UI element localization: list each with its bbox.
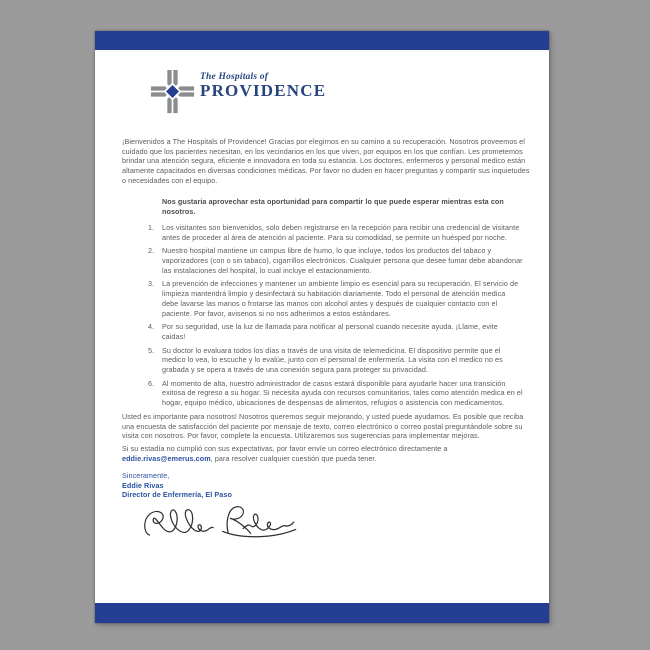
intro-paragraph: ¡Bienvenidos a The Hospitals of Providence! Gracias por elegirnos en su camino a su recuperación. Nosotros proveemos el cuidado que los pacientes necesitan, en los vecindarios en los que viven, por equipos en los que confían. Les prometemos brindar una atención segura, eficiente e innovadora en toda su estancia. Los doctores, enfermeros y personal medico están altamente capacitados en diversas condiciones médicas. Por favor no duden en hacer preguntas y compartir sus inquietudes o necesidades con el equipo. (122, 137, 530, 185)
list-item: Nuestro hospital mantiene un campus libre de humo, lo que incluye, todos los productos del tabaco y vaporizadores (con o sin tabaco), cigarrillos electrónicos. Cualquier persona que desee fumar debe abandonar las instalaciones del hospital, lo cual incluye el estacionamiento. (162, 246, 523, 275)
closing-paragraph-contact (122, 444, 533, 463)
list-item: Al momento de alta, nuestro administrador de casos estará disponible para ayudarle hacer una transición exitosa de regreso a su hogar. Si necesita ayuda con recursos comunitarios, tales como atención medica en el hogar, equipo médico, ubicaciones de despensas de alimentos, refugios o asistencia con medicamentos. (162, 378, 523, 408)
handwritten-signature (142, 503, 320, 541)
list-item: La prevención de infecciones y mantener un ambiente limpio es esencial para su recuperación. El servicio de limpieza mantendrá limpio y desinfectará su habitación diariamente. Todo el personal de atención medica debe lavarse las manos o frotarse las manos con alcohol antes y después de cualquier contacto con el paciente. Por favor, avisenos si no nos adherimos a estos estándares. (162, 279, 519, 318)
brand-name: PROVIDENCE (200, 81, 327, 100)
brand-tagline: The Hospitals of (200, 72, 269, 82)
letter-body (95, 31, 549, 541)
list-item: Los visitantes son bienvenidos, solo deben registrarse en la recepción para recibir una credencial de visitante antes de proceder al área de atención al paciente. Para su comodidad, se permite un huésped por noche. (162, 222, 520, 242)
emphasis-paragraph: Nos gustaria aprovechar esta oportunidad para compartir lo que puede esperar mientras esta con nosotros. (162, 197, 504, 216)
letter-page (95, 31, 549, 623)
email-link[interactable]: eddie.rivas@emerus.com (122, 454, 211, 464)
closing-contact-text-before: Si su estadía no cumplió con sus expectativas, por favor envíe un correo electrónico directamente a (122, 444, 448, 454)
signer-title: Director de Enfermería, El Paso (122, 490, 232, 500)
list-item: Por su seguridad, use la luz de llamada para notificar al personal cuando necesite ayuda. ¡Llame, evite caidas! (162, 322, 498, 341)
closing-contact-text-after: , para resolver cualquier cuestión que pueda tener. (210, 454, 377, 464)
expectations-list (148, 223, 533, 408)
signature-block (122, 471, 533, 500)
bottom-accent-bar (95, 603, 549, 623)
closing-paragraph-survey: Usted es importante para nosotros! Nosotros queremos seguir mejorando, y usted puede ayudarnos. Es posible que reciba una encuesta de satisfacción del paciente por mensaje de texto, correo electrónico o correo postal preguntándole sobre su visita con nosotros. Por favor, complete la encuesta. Utilizaremos sus sugerencias para implementar mejoras. (122, 411, 524, 441)
valediction: Sinceramente, (122, 470, 170, 480)
signer-name: Eddie Rivas (122, 480, 164, 490)
list-item: Su doctor lo evaluara todos los días a través de una visita de telemedicina. El dispositivo permite que el medico lo vea, lo escuche y lo evalúe, junto con el personal de enfermería. La visita con el medico no es grabada y se opera a través de una conexión segura para proteger su privacidad. (162, 345, 503, 375)
